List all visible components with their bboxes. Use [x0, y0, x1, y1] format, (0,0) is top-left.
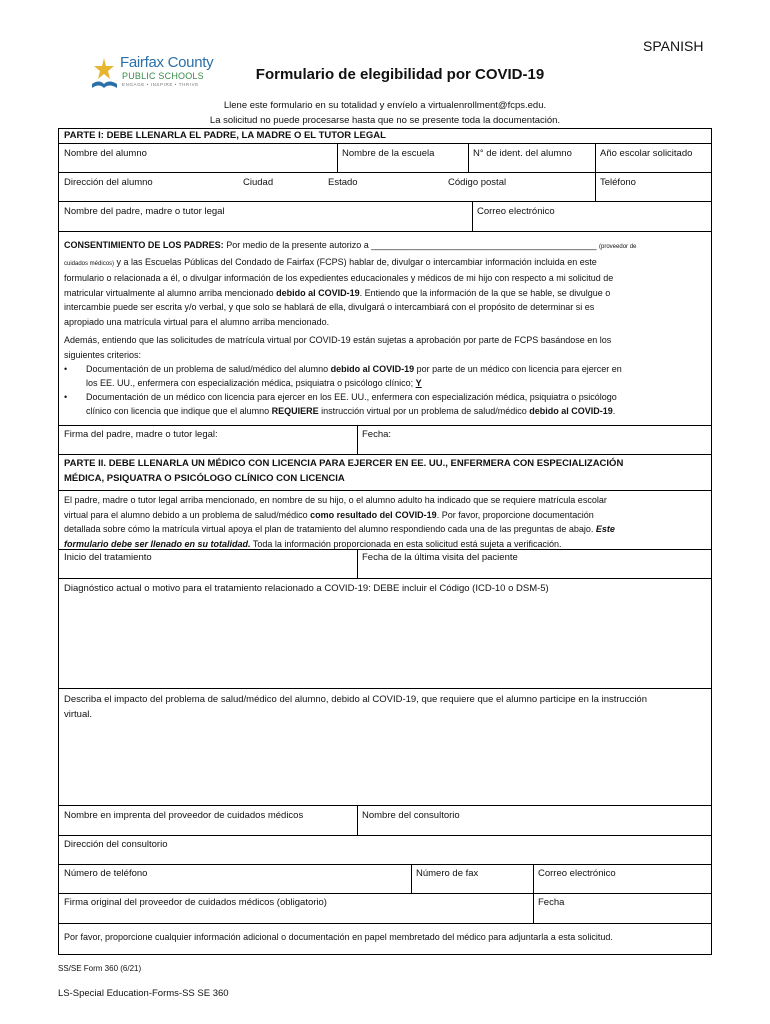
parent-signature-field[interactable]: Firma del padre, madre o tutor legal: [64, 429, 218, 440]
school-name-field[interactable]: Nombre de la escuela [342, 148, 435, 159]
student-address-field[interactable]: Dirección del alumno [64, 177, 153, 188]
logo-sub: PUBLIC SCHOOLS [122, 71, 204, 81]
parent-name-field[interactable]: Nombre del padre, madre o tutor legal [64, 206, 225, 217]
provider-email-field[interactable]: Correo electrónico [538, 868, 616, 879]
form-number: SS/SE Form 360 (6/21) [58, 964, 142, 973]
impact-field[interactable]: Describa el impacto del problema de salud/médico del alumno, debido al COVID-19, que requiere que el alumno participe en la instrucción virtual. [64, 694, 647, 720]
logo-name: Fairfax County [120, 54, 214, 71]
criteria-paragraph: Además, entiendo que las solicitudes de matrícula virtual por COVID-19 están sujetas a aprobación por parte de FCPS basándose en los siguientes criterios: [64, 335, 612, 360]
part2-header: PARTE II. DEBE LLENARLA UN MÉDICO CON LICENCIA PARA EJERCER EN EE. UU., ENFERMERA CON ESPECIALIZACIÓN MÉDICA, PSIQUATRA O PSICÓLOGO CLÍNICO CON LICENCIA [64, 458, 624, 484]
office-address-field[interactable]: Dirección del consultorio [64, 839, 168, 850]
instruction-line-2: La solicitud no puede procesarse hasta que no se presente toda la documentación. [209, 115, 561, 126]
last-visit-field[interactable]: Fecha de la última visita del paciente [362, 552, 518, 563]
diagnosis-field[interactable]: Diagnóstico actual o motivo para el tratamiento relacionado a COVID-19: DEBE incluir el Código (ICD-10 o DSM-5) [64, 583, 549, 594]
provider-signature-field[interactable]: Firma original del proveedor de cuidados médicos (obligatorio) [64, 897, 327, 908]
eligibility-form: PARTE I: DEBE LLENARLA EL PADRE, LA MADRE O EL TUTOR LEGAL Nombre del alumno Nombre de la escuela N° de ident. del alumno Año escolar solicitado Dirección del alumno Ciudad Estado Código postal Teléfono Nombre del padre, madre o tutor legal Correo electrónico CONSENTIMIENTO DE LOS PADRES: Por medio de la presente autorizo a _____________________________________________ (proveedor de cuidados médicos) y a las Escuelas Públicas del Condado de Fairfax (FCPS) hablar de, divulgar o intercambiar información incluida en este formulario o relacionada a él, o divulgar información de los expedientes educacionales y médicos de mi hijo con respecto a mi solicitud de matricular virtualmente al alumno arriba mencionado debido al COVID-19. Entiendo que la información de la que se hable, se divulgue o intercambie puede ser escrita y/o verbal, y que solo se hablará de ella, divulgará o intercambiará con el propósito de determinar si es apropiado una matrícula virtual para el alumno arriba mencionado. Además, entiendo que las solicitudes de matrícula virtual por COVID-19 están sujetas a aprobación por parte de FCPS basándose en los siguientes criterios: • Documentación de un problema de salud/médico del alumno debido al COVID-19 por parte de un médico con licencia para ejercer en los EE. UU., enfermera con especialización médica, psiquiatra o psicólogo clínico; Y • Documentación de un médico con licencia para ejercer en los EE. UU., enfermera con especialización médica, psiquiatra o psicólogo clínico con licencia que indique que el alumno REQUIERE instrucción virtual por un problema de salud/médico debido al COVID-19. Firma del padre, madre o tutor legal: Fecha: PARTE II. DEBE LLENARLA UN MÉDICO CON LICENCIA PARA EJERCER EN EE. UU., ENFERMERA CON ESPECIALIZACIÓN MÉDICA, PSIQUATRA O PSICÓLOGO CLÍNICO CON LICENCIA El padre, madre o tutor legal arriba mencionado, en nombre de su hijo, o el alumno adulto ha indicado que se requiere matrícula escolar virtual para el alumno debido a un problema de salud/médico como resultado del COVID-19. Por favor, proporcione documentación detallada sobre cómo la matrícula virtual apoya el plan de tratamiento del alumno respondiendo cada una de las preguntas de abajo. Este formulario debe ser llenado en su totalidad. Toda la información proporcionada en esta solicitud está sujeta a verificación. Inicio del tratamiento Fecha de la última visita del paciente Diagnóstico actual o motivo para el tratamiento relacionado a COVID-19: DEBE incluir el Código (ICD-10 o DSM-5) Describa el impacto del problema de salud/médico del alumno, debido al COVID-19, que requiere que el alumno participe en la instrucción virtual. Nombre en imprenta del proveedor de cuidados médicos Nombre del consultorio Dirección del consultorio Número de teléfono Número de fax Correo electrónico Firma original del proveedor de cuidados médicos (obligatorio) Fecha Por favor, proporcione cualquier información adicional o documentación en papel membretado del médico para adjuntarla a esta solicitud. [58, 128, 712, 955]
provider-date-field[interactable]: Fecha [538, 897, 565, 908]
student-name-field[interactable]: Nombre del alumno [64, 148, 147, 159]
city-field[interactable]: Ciudad [243, 177, 274, 188]
provider-phone-field[interactable]: Número de teléfono [64, 868, 148, 879]
provider-name-field[interactable]: Nombre en imprenta del proveedor de cuidados médicos [64, 810, 304, 821]
state-field[interactable]: Estado [328, 177, 358, 188]
part1-header: PARTE I: DEBE LLENARLA EL PADRE, LA MADRE O EL TUTOR LEGAL [64, 130, 386, 141]
office-name-field[interactable]: Nombre del consultorio [362, 810, 460, 821]
form-title: Formulario de elegibilidad por COVID-19 [255, 66, 545, 83]
logo-tagline: ENGAGE • INSPIRE • THRIVE [122, 82, 199, 87]
student-id-field[interactable]: N° de ident. del alumno [473, 148, 572, 159]
form-code: LS-Special Education-Forms-SS SE 360 [58, 988, 229, 999]
consent-paragraph: CONSENTIMIENTO DE LOS PADRES: Por medio de la presente autorizo a _____________________________________________ (proveedor de cuidados médicos) y a las Escuelas Públicas del Condado de Fairfax (FCPS) hablar de, divulgar o intercambiar información incluida en este formulario o relacionada a él, o divulgar información de los expedientes educacionales y médicos de mi hijo con respecto a mi solicitud de matricular virtualmente al alumno arriba mencionado debido al COVID-19. Entiendo que la información de la que se hable, se divulgue o intercambie puede ser escrita y/o verbal, y que solo se hablará de ella, divulgará o intercambiará con el propósito de determinar si es apropiado una matrícula virtual para el alumno arriba mencionado. [64, 240, 637, 327]
additional-info-note: Por favor, proporcione cualquier información adicional o documentación en papel membretado del médico para adjuntarla a esta solicitud. [64, 932, 613, 942]
language-label: SPANISH [643, 38, 704, 54]
parent-date-field[interactable]: Fecha: [362, 429, 392, 440]
instruction-line-1: Llene este formulario en su totalidad y envíelo a virtualenrollment@fcps.edu. [223, 100, 547, 111]
phone-field[interactable]: Teléfono [600, 177, 636, 188]
school-year-field[interactable]: Año escolar solicitado [600, 148, 693, 159]
provider-fax-field[interactable]: Número de fax [416, 868, 479, 879]
parent-email-field[interactable]: Correo electrónico [477, 206, 555, 217]
part2-intro: El padre, madre o tutor legal arriba mencionado, en nombre de su hijo, o el alumno adulto ha indicado que se requiere matrícula escolar virtual para el alumno debido a un problema de salud/médico como resultado del COVID-19. Por favor, proporcione documentación detallada sobre cómo la matrícula virtual apoya el plan de tratamiento del alumno respondiendo cada una de las preguntas de abajo. Este formulario debe ser llenado en su totalidad. Toda la información proporcionada en esta solicitud está sujeta a verificación. [64, 495, 615, 549]
treatment-start-field[interactable]: Inicio del tratamiento [64, 552, 152, 563]
zip-field[interactable]: Código postal [448, 177, 507, 188]
